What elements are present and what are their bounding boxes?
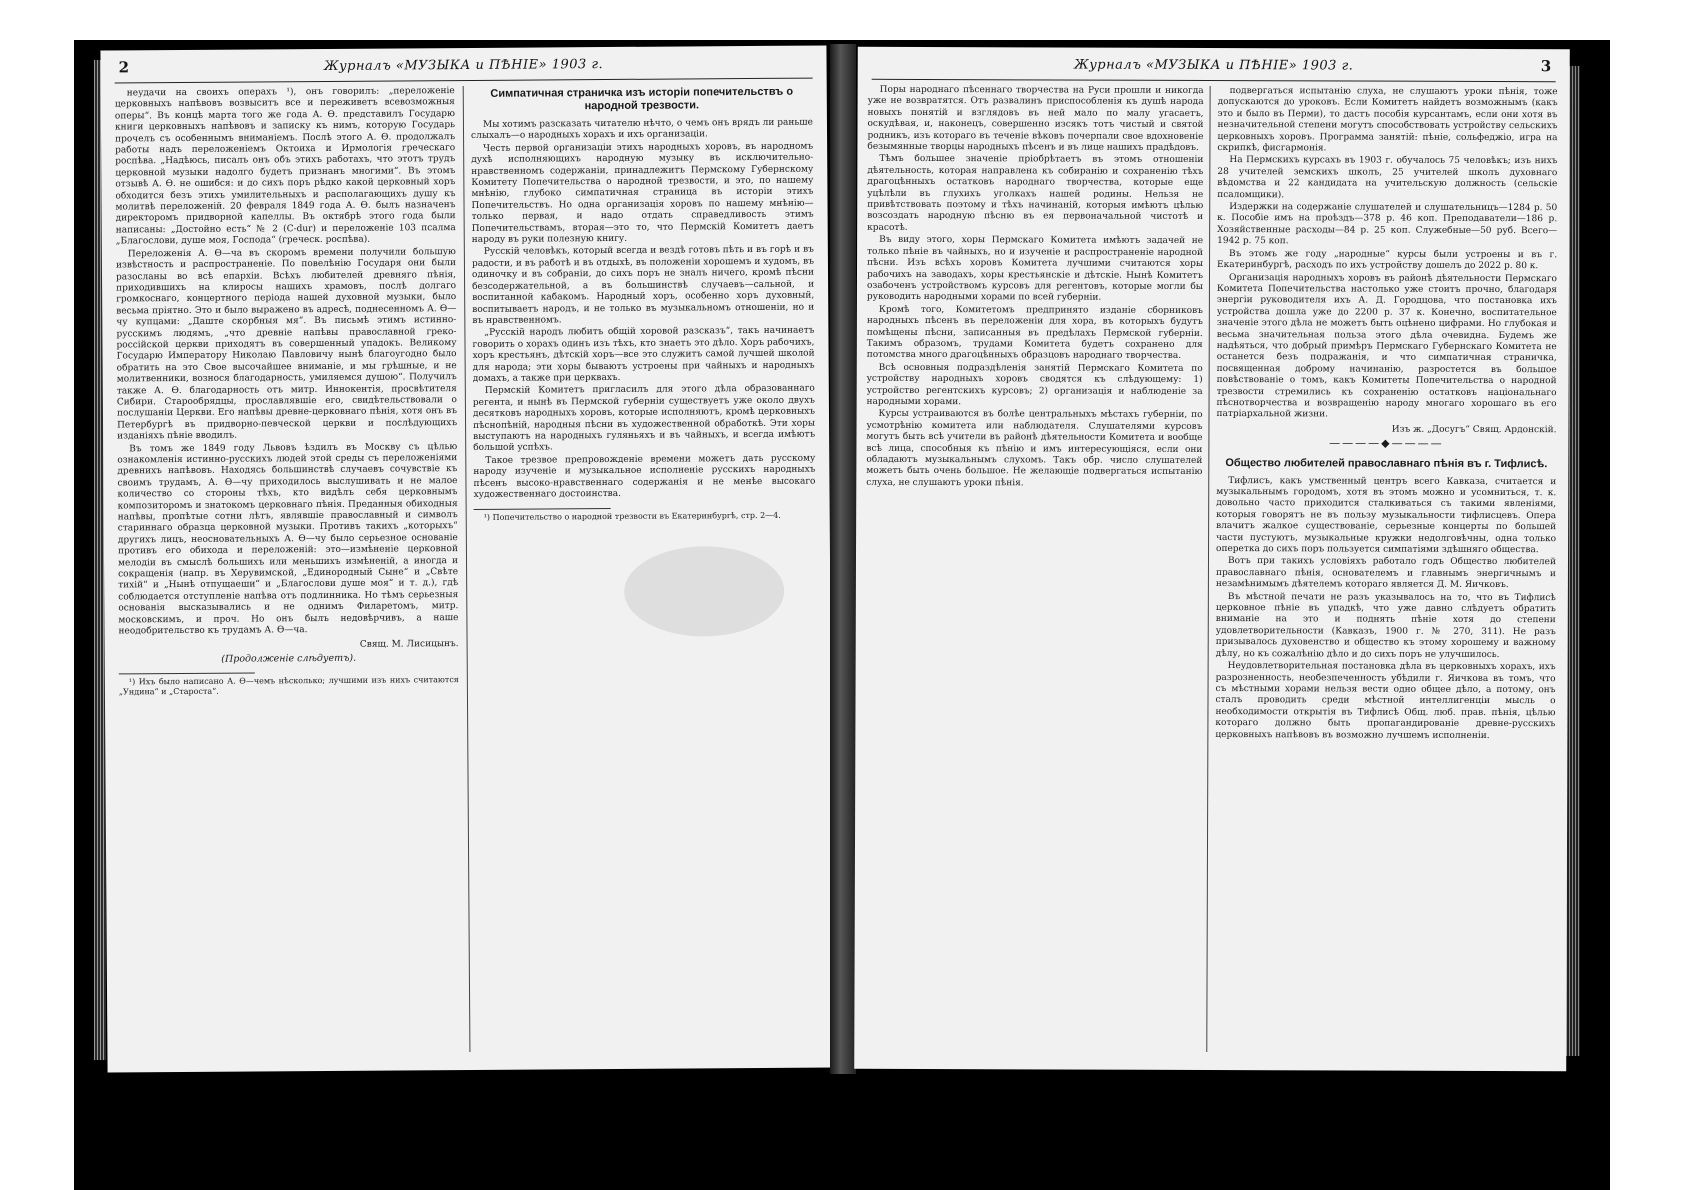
book-gutter bbox=[830, 44, 856, 1074]
journal-title: Журналъ «МУЗЫКА и ПѢНІЕ» 1903 г. bbox=[323, 57, 604, 74]
footnote-rule bbox=[474, 508, 611, 510]
left-column-1 bbox=[115, 86, 459, 699]
paragraph: Организація народныхъ хоровъ въ районѣ дѣятельности Пермскаго Комитета Попечительства настолько уже стоитъ прочно, благодаря энергіи руководителя ихъ А. Д. Городцова, что постановка ихъ устройства дошла уже до 2200 р. 37 к. Конечно, воспитательное значеніе этого дѣла не можетъ быть оцѣнено цифрами. Но глубокая и весьма значительная польза этого дѣла очевидна. Будемъ же надѣяться, что добрый примѣръ Пермскаго Губернскаго Комитета не останется безъ подражанія, и что симпатичная страничка, посвященная доброму начинанію, разростется въ большое повѣствованіе о томъ, какъ Комитеты Попечительства о народной трезвости стремились къ сохраненію остатковъ національнаго пѣснотворчества и возвращенію народу многаго хорошаго въ его патріархальной жизни. bbox=[1216, 272, 1557, 420]
paragraph: Мы хотимъ разсказать читателю нѣчто, о чемъ онъ врядъ ли раньше слыхалъ—о народныхъ хорахъ и ихъ организаціи. bbox=[471, 117, 813, 142]
section-ornament: ————◆———— bbox=[1329, 436, 1444, 450]
right-column-2 bbox=[1215, 86, 1557, 743]
paragraph: Кромѣ того, Комитетомъ предпринято изданіе сборниковъ народныхъ пѣсенъ въ переложеніи для хора, въ которыхъ будутъ помѣщены пѣсни, записанныя въ предѣлахъ Пермской губерніи. Такимъ образомъ, трудами Комитета будетъ сохранено для потомства много драгоцѣнныхъ образцовъ народнаго творчества. bbox=[866, 304, 1203, 362]
right-page-header bbox=[872, 55, 1556, 79]
paragraph: Такое трезвое препровожденіе времени можетъ дать русскому народу изученіе и музыкальное исполненіе русскихъ народныхъ пѣсенъ высоко-нравственнаго содержанія и не менѣе высокаго художественнаго достоинства. bbox=[473, 453, 816, 500]
header-rule bbox=[872, 79, 1556, 82]
page-number: 3 bbox=[1540, 57, 1552, 76]
paragraph: Курсы устраиваются въ болѣе центральныхъ мѣстахъ губерніи, по усмотрѣнію комитета или наблюдателя. Слушателями курсовъ могутъ быть всѣ учители въ районѣ дѣятельности Комитета и вообще всѣ лица, способныя къ пѣнію и имъ интересующіяся, если они обладаютъ музыкальнымъ слухомъ. Такъ обр. число слушателей можетъ быть очень большое. Не желающіе подвергаться испытанію слуха, не слушаютъ уроки пѣнія. bbox=[866, 409, 1203, 489]
paragraph: Поры народнаго пѣсеннаго творчества на Руси прошли и никогда уже не возвратятся. Отъ развалинъ приспособленія къ душѣ народа новыхъ понятій и взглядовъ въ ней мало по малу угасаетъ, оскудѣвая, и, наконецъ, совершенно изсякъ тотъ чистый и святой родникъ, изъ котораго въ теченіе вѣковъ почерпали свое вдохновеніе безымянные творцы народныхъ пѣсенъ и въ лице нашихъ прадѣдовъ. bbox=[867, 84, 1204, 153]
paragraph: Русскій человѣкъ, который всегда и вездѣ готовъ пѣть и въ горѣ и въ радости, и въ работѣ и въ отдыхѣ, въ положеніи хорошемъ и худомъ, въ одиночку и въ собраніи, до сихъ поръ не зналъ ничего, кромѣ пѣсни безсодержательной, а въ большинствѣ случаевъ—сальной, и воспитанной кабакомъ. Народный хоръ, особенно хоръ духовный, воспитываетъ народъ, и не только въ музыкальномъ отношеніи, но и въ нравственномъ. bbox=[471, 245, 815, 326]
paragraph: Въ этомъ же году „народные“ курсы были устроены и въ г. Екатеринбургѣ, расходъ по ихъ устройству дошелъ до 2022 р. 80 к. bbox=[1217, 248, 1558, 272]
paragraph: „Русскій народъ любитъ общій хоровой разсказъ“, такъ начинаетъ говорить о хорахъ одинъ изъ тѣхъ, кто знаетъ это дѣло. Хоръ рабочихъ, хоръ крестьянъ, дѣтскій хоръ—все это служитъ самой лучшей школой для народа; эти хоры бываютъ устроены при чайныхъ и народныхъ домахъ, а также при церквахъ. bbox=[472, 325, 815, 384]
signature: Изъ ж. „Досугъ“ Свящ. Ардонскій. bbox=[1391, 424, 1557, 435]
footnote-rule bbox=[119, 673, 255, 675]
column-divider bbox=[1206, 86, 1210, 1052]
right-page bbox=[854, 47, 1570, 1071]
signature: Свящ. М. Лисицынъ. bbox=[359, 638, 459, 650]
footnote-text: ¹) Попечительство о народной трезвости въ Екатеринбургѣ, стр. 2—4. bbox=[483, 511, 781, 523]
paragraph: Вотъ при такихъ условіяхъ работало годъ Общество любителей православнаго пѣнія, основателемъ и главнымъ энергичнымъ и незамѣнимымъ дѣятелемъ котораго является Д. М. Яичковъ. bbox=[1215, 556, 1557, 591]
paragraph: Пермскій Комитетъ пригласилъ для этого дѣла образованнаго регента, и нынѣ въ Пермской губерніи существуетъ уже около двухъ десятковъ народныхъ хоровъ, которые исполняютъ, кромѣ церковныхъ пѣснопѣній, народныя пѣсни въ художественной обработкѣ. Эти хоры выступаютъ на народныхъ гуляньяхъ и въ чайныхъ, и всегда имѣютъ большой успѣхъ. bbox=[472, 383, 816, 454]
journal-title: Журналъ «МУЗЫКА и ПѢНІЕ» 1903 г. bbox=[1074, 57, 1354, 74]
article-heading: Общество любителей православнаго пѣнія въ г. Тифлисѣ. bbox=[1225, 456, 1548, 470]
paragraph: Въ виду этого, хоры Пермскаго Комитета имѣютъ задачей не только пѣніе въ чайныхъ, но и изученіе и распространеніе народной пѣсни. Изъ всѣхъ хоровъ Комитета лучшими считаются хоры рабочихъ на заводахъ, хоры крестьянскіе и дѣтскіе. Нынѣ Комитетъ озабоченъ устройствомъ курсовъ для регентовъ, которые могли бы руководить народными хорами по всей губерніи. bbox=[866, 235, 1204, 303]
article-heading: Симпатичная страничка изъ исторіи попечительствъ о народной трезвости. bbox=[490, 85, 794, 113]
paragraph: На Пермскихъ курсахъ въ 1903 г. обучалось 75 человѣкъ; изъ нихъ 28 учителей земскихъ школъ, 25 учителей школъ духовнаго вѣдомства и 22 кандидата на учительскую должность (сельскіе псаломщики). bbox=[1217, 155, 1558, 200]
paragraph: Въ мѣстной печати не разъ указывалось на то, что въ Тифлисѣ церковное пѣніе въ упадкѣ, что уже давно слѣдуетъ обратить вниманіе на это и поднять пѣніе хотя до степени удовлетворительности (Кавказъ, 1900 г. № 270, 311). Не разъ призывалось духовенство и общество къ этому хорошему и важному дѣлу, но къ сожалѣнію дѣло и до сихъ поръ не улучшилось. bbox=[1215, 591, 1556, 660]
paragraph: подвергаться испытанію слуха, не слушаютъ уроки пѣнія, тоже допускаются до уроковъ. Если Комитетъ найдетъ возможнымъ (какъ это и было въ Перми), то дастъ пособія курсантамъ, если они хотя въ незначительной степени могутъ способствовать устройству сельскихъ церковныхъ хоровъ. Программа занятій: пѣніе, сольфеджіо, игра на скрипкѣ, фисгармонія. bbox=[1217, 86, 1558, 154]
left-column-2 bbox=[471, 84, 816, 525]
paragraph: Неудовлетворительная постановка дѣла въ церковныхъ хорахъ, ихъ разрозненность, необезпеченность убѣдили г. Яичкова въ томъ, что съ мѣстными хорами нельзя вести одно общее дѣло, а потому, онъ сталъ проводить среди мѣстной интеллигенціи мысль о необходимости открытія въ Тифлисѣ Общ. люб. прав. пѣнія, цѣлью котораго должно быть пропагандированіе древне-русскихъ церковныхъ напѣвовъ въ возможно лучшемъ исполненіи. bbox=[1215, 661, 1556, 741]
paragraph: неудачи на своихъ операхъ ¹), онъ говорилъ: „переложеніе церковныхъ напѣвовъ возвыситъ все и переживетъ всевозможныя оперы“. Въ концѣ марта того же года А. Ѳ. представилъ Государю книги церковныхъ напѣвовъ и записку къ нимъ, которую Государь прочелъ съ особеннымъ вниманіемъ. Послѣ этого А. Ѳ. продолжалъ работы надъ переложеніемъ Октоиха и Ирмологія греческаго роспѣва. „Надѣюсь, писалъ онъ объ этихъ работахъ, что этотъ трудъ церковной музыки надолго будетъ признанъ многими“. Въ этомъ отзывѣ А. Ѳ. не ошибся: и до сихъ поръ рѣдко какой церковный хоръ обходится безъ этихъ умилительныхъ и располагающихъ душу къ молитвѣ переложеній. 20 февраля 1849 года А. Ѳ. былъ назначенъ директоромъ придворной капеллы. Въ октябрѣ этого года были написаны: „Достойно есть“ № 2 (С-dur) и переложеніе 103 псалма „Благослови, душе моя, Господа“ (греческ. роспѣва). bbox=[114, 86, 456, 247]
left-page-header bbox=[114, 54, 812, 81]
continuation-note: (Продолженіе слѣдуетъ). bbox=[221, 652, 357, 665]
paragraph: Тифлисъ, какъ умственный центръ всего Кавказа, считается и музыкальнымъ городомъ, хотя въ этомъ можно и усомниться, т. к. довольно часто приходится сталкиваться съ такими явленіями, которыя говорятъ не въ пользу музыкальности тифлисцевъ. Опера влачитъ жалкое существованіе, серьезные концерты по большей части пустуютъ, музыкальные кружки недолговѣчны, одна только оперетка до сихъ поръ пользуется симпатіями здѣшняго общества. bbox=[1216, 475, 1557, 556]
paragraph: Переложенія А. Ѳ—ча въ скоромъ времени получили большую извѣстность и распространеніе. По повелѣнію Государя они были разосланы во всѣ епархіи. Всѣхъ любителей древняго пѣнія, приходившихъ на клиросы нашихъ храмовъ, послѣ долгаго громкоснаго, концертного періода нашей духовной музыки, было весьма пріятно. Это и было выражено въ адресѣ, поднесенномъ А. Ѳ—чу купцами: „Даште скорбныя мя“. Въ письмѣ этимъ истинно-русскимъ людямъ, „что древніе напѣвы православной греко-россійской церкви приходятъ въ совершенный упадокъ. Великому Государю Императору Николаю Павловичу нынѣ благоугодно было обратить на это Свое высочайшее вниманіе, и мы грѣшные, и не молитвенники, вознося благодарность, умиляемся душою“. Получилъ также А. Ѳ. благодарность отъ митр. Иннокентія, просвѣтителя Сибири. Старообрядцы, прославлявшіе его, свидѣтельствовали о послушаніи Церкви. Его напѣвы древне-церковнаго пѣнія, хотя онъ въ Петербургѣ въ придворно-певческой церкви и послѣдующихъ изданіяхъ пѣніе вводилъ. bbox=[115, 246, 458, 442]
paragraph: Издержки на содержаніе слушателей и слушательницъ—1284 р. 50 к. Пособіе имъ на проѣздъ—378 р. 46 коп. Преподаватели—186 р. Хозяйственные расходы—84 р. 25 коп. Служебные—50 руб. Всего—1942 р. 75 коп. bbox=[1217, 202, 1558, 247]
paragraph: Тѣмъ большее значеніе пріобрѣтаетъ въ этомъ отношеніи дѣятельность, которая направлена къ собиранію и сохраненію тѣхъ драгоцѣнныхъ остатковъ народнаго творчества, которые еще уцѣлѣли въ глухихъ уголкахъ нашей родины. Нельзя не привѣтствовать поэтому и тѣхъ начинаній, которыя имѣютъ цѣлью возсоздать народную пѣсню въ ея первоначальной чистотѣ и красотѣ. bbox=[867, 154, 1204, 233]
paragraph: Всѣ основныя подраздѣленія занятій Пермскаго Комитета по устройству народныхъ хоровъ сводятся къ слѣдующему: 1) устройство регентскихъ курсовъ; 2) организація и наблюденіе за народными хорами. bbox=[866, 362, 1203, 408]
left-page bbox=[100, 45, 833, 1072]
paragraph: Честь первой организаціи этихъ народныхъ хоровъ, въ народномъ духѣ исполняющихъ народную музыку въ исключительно-нравственномъ содержаніи, принадлежитъ Пермскому Губернскому Комитету Попечительства о народной трезвости, и это, по нашему мнѣнію, глубоко симпатичная страница въ исторіи этихъ Попечительствъ. Но одна организація хоровъ по нашему мнѣнію—только первая, и надо отдать справедливость этимъ Попечительствамъ, вторая—это то, что Пермскій Комитетъ даетъ народу въ руки полезную книгу. bbox=[471, 141, 814, 246]
footnote-text: ¹) Ихъ было написано А. Ѳ—чемъ нѣсколько; лучшими изъ нихъ считаются „Ундина“ и „Староста“. bbox=[118, 675, 459, 697]
paragraph: Въ томъ же 1849 году Львовъ ѣздилъ въ Москву съ цѣлью ознакомленія истинно-русскихъ людей этой среды съ переложеніями древнихъ напѣвовъ. Находясь большинствѣ случаевъ сочувствіе къ своимъ трудамъ, А. Ѳ—чу приходилось выслушивать и не малое количество со стороны тѣхъ, кто видѣлъ себя церковнымъ композиторомъ и знатокомъ церковнаго пѣнія. Преданныя обиходныя напѣвы, пропѣтые сотни лѣтъ, являвшіе православный и символъ стариннаго образца церковной музыки. Противъ такихъ „которыхъ“ другихъ лицъ, неосновательныхъ А. Ѳ—чу было серьезное основаніе противъ его обихода и переложеній: это—измѣненіе церковной мелодіи въ смыслѣ большихъ или меньшихъ измѣненій, а иногда и сокращенія (напр. въ Херувимской, „Единородный Сыне“ и „Свѣте тихій“ и „Нынѣ отпущаеши“ и „Благослови душе моя“ и т. д.), гдѣ соблюдается отступленіе напѣва отъ подлинника. Но тѣмъ серьезныя основанія высказывались и не однимъ Филаретомъ, митр. московскимъ, и проч. Но онъ былъ недовѣрчивъ, а наше неодобрительство къ трудамъ А. Ѳ—ча. bbox=[117, 441, 459, 637]
page-number: 2 bbox=[118, 58, 130, 77]
footnote bbox=[119, 675, 459, 697]
footnote bbox=[474, 511, 816, 523]
column-divider bbox=[463, 86, 471, 1052]
right-column-1 bbox=[866, 85, 1203, 491]
scan-smudge bbox=[624, 546, 785, 637]
